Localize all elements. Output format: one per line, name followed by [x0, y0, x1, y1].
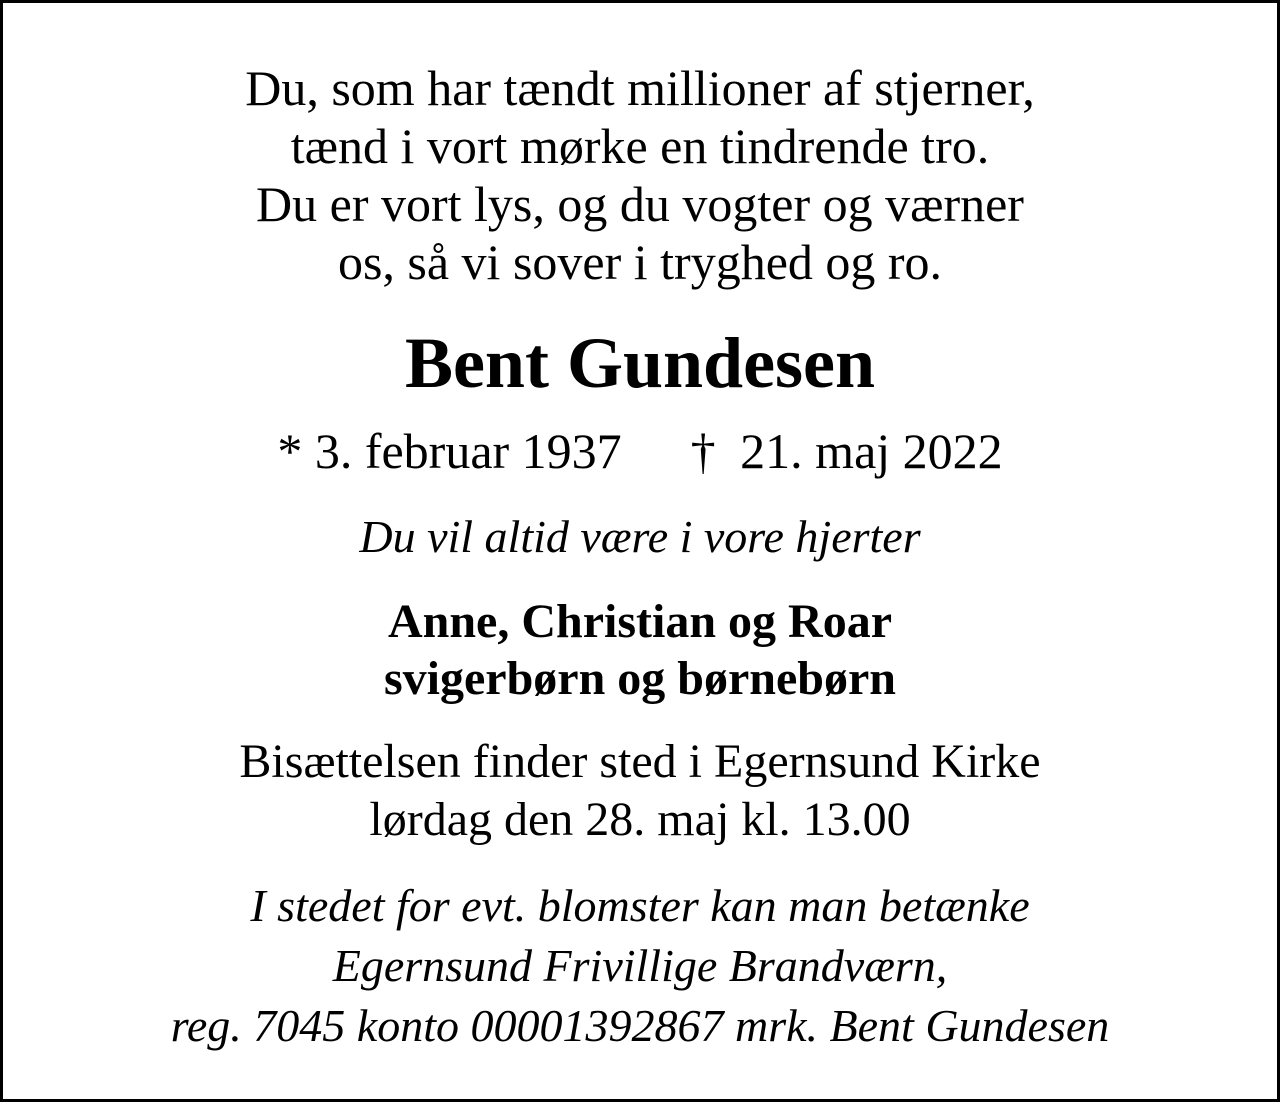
birth-date: 3. februar 1937 — [314, 423, 622, 479]
poem-line: Du, som har tændt millioner af stjerner, — [245, 60, 1035, 116]
donation-line: I stedet for evt. blomster kan man betænke — [250, 880, 1030, 931]
poem-line: Du er vort lys, og du vogter og værner — [256, 176, 1024, 232]
life-dates — [3, 421, 1277, 481]
memorial-motto: Du vil altid være i vore hjerter — [359, 511, 921, 562]
poem-line: os, så vi sover i tryghed og ro. — [337, 234, 943, 290]
family-line: svigerbørn og børnebørn — [383, 652, 896, 705]
funeral-details — [3, 733, 1277, 849]
funeral-line: lørdag den 28. maj kl. 13.00 — [369, 793, 911, 846]
donation-line: Egernsund Frivillige Brandværn, — [332, 940, 948, 991]
death-cross-icon: † — [690, 423, 716, 479]
poem-verse — [3, 59, 1277, 291]
deceased-name: Bent Gundesen — [404, 323, 876, 403]
poem-line: tænd i vort mørke en tindrende tro. — [290, 118, 990, 174]
family-line: Anne, Christian og Roar — [387, 595, 893, 648]
death-date: 21. maj 2022 — [740, 423, 1003, 479]
donation-request — [3, 876, 1277, 1056]
funeral-line: Bisættelsen finder sted i Egernsund Kirke — [239, 735, 1041, 788]
birth-symbol: * — [277, 423, 303, 479]
donation-line: reg. 7045 konto 00001392867 mrk. Bent Gundesen — [170, 1000, 1110, 1051]
family-signature — [3, 593, 1277, 707]
